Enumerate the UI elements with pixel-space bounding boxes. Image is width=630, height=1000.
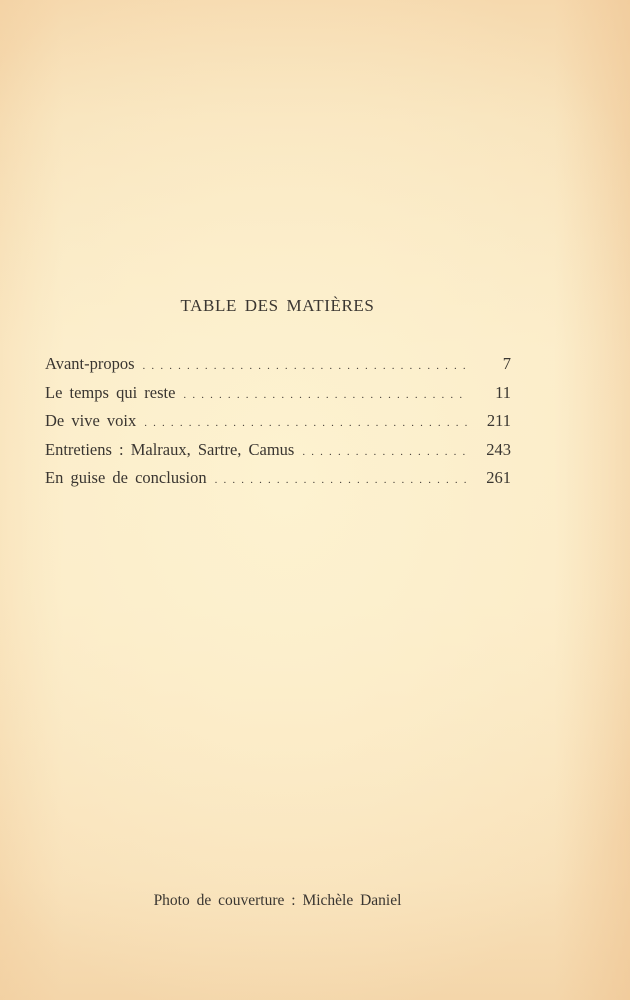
dot-leader [144, 417, 467, 429]
toc-entry-page: 211 [486, 411, 511, 430]
toc-entry-page: 261 [486, 468, 511, 487]
toc-entry-avant-propos [45, 354, 511, 383]
toc-entry-label: De vive voix [45, 411, 137, 430]
toc-entry-entretiens [45, 440, 511, 469]
toc-entry-de-vive-voix [45, 411, 511, 440]
table-of-contents [45, 354, 511, 497]
toc-entry-label: Entretiens : Malraux, Sartre, Camus [45, 439, 295, 459]
toc-entry-label: En guise de conclusion [45, 468, 207, 487]
cover-photo-credit: Photo de couverture : Michèle Daniel [153, 892, 402, 909]
dot-leader [215, 474, 467, 486]
toc-entry-label: Le temps qui reste [45, 382, 176, 402]
toc-entry-page: 243 [486, 439, 511, 459]
toc-entry-en-guise-de-conclusion [45, 468, 511, 497]
toc-entry-page: 11 [495, 382, 511, 402]
toc-entry-page: 7 [502, 354, 511, 373]
dot-leader [183, 389, 467, 401]
page-title: TABLE DES MATIÈRES [180, 296, 375, 315]
dot-leader [302, 446, 467, 458]
toc-entry-le-temps-qui-reste [45, 383, 511, 412]
dot-leader [143, 360, 467, 372]
toc-entry-label: Avant-propos [45, 354, 135, 373]
